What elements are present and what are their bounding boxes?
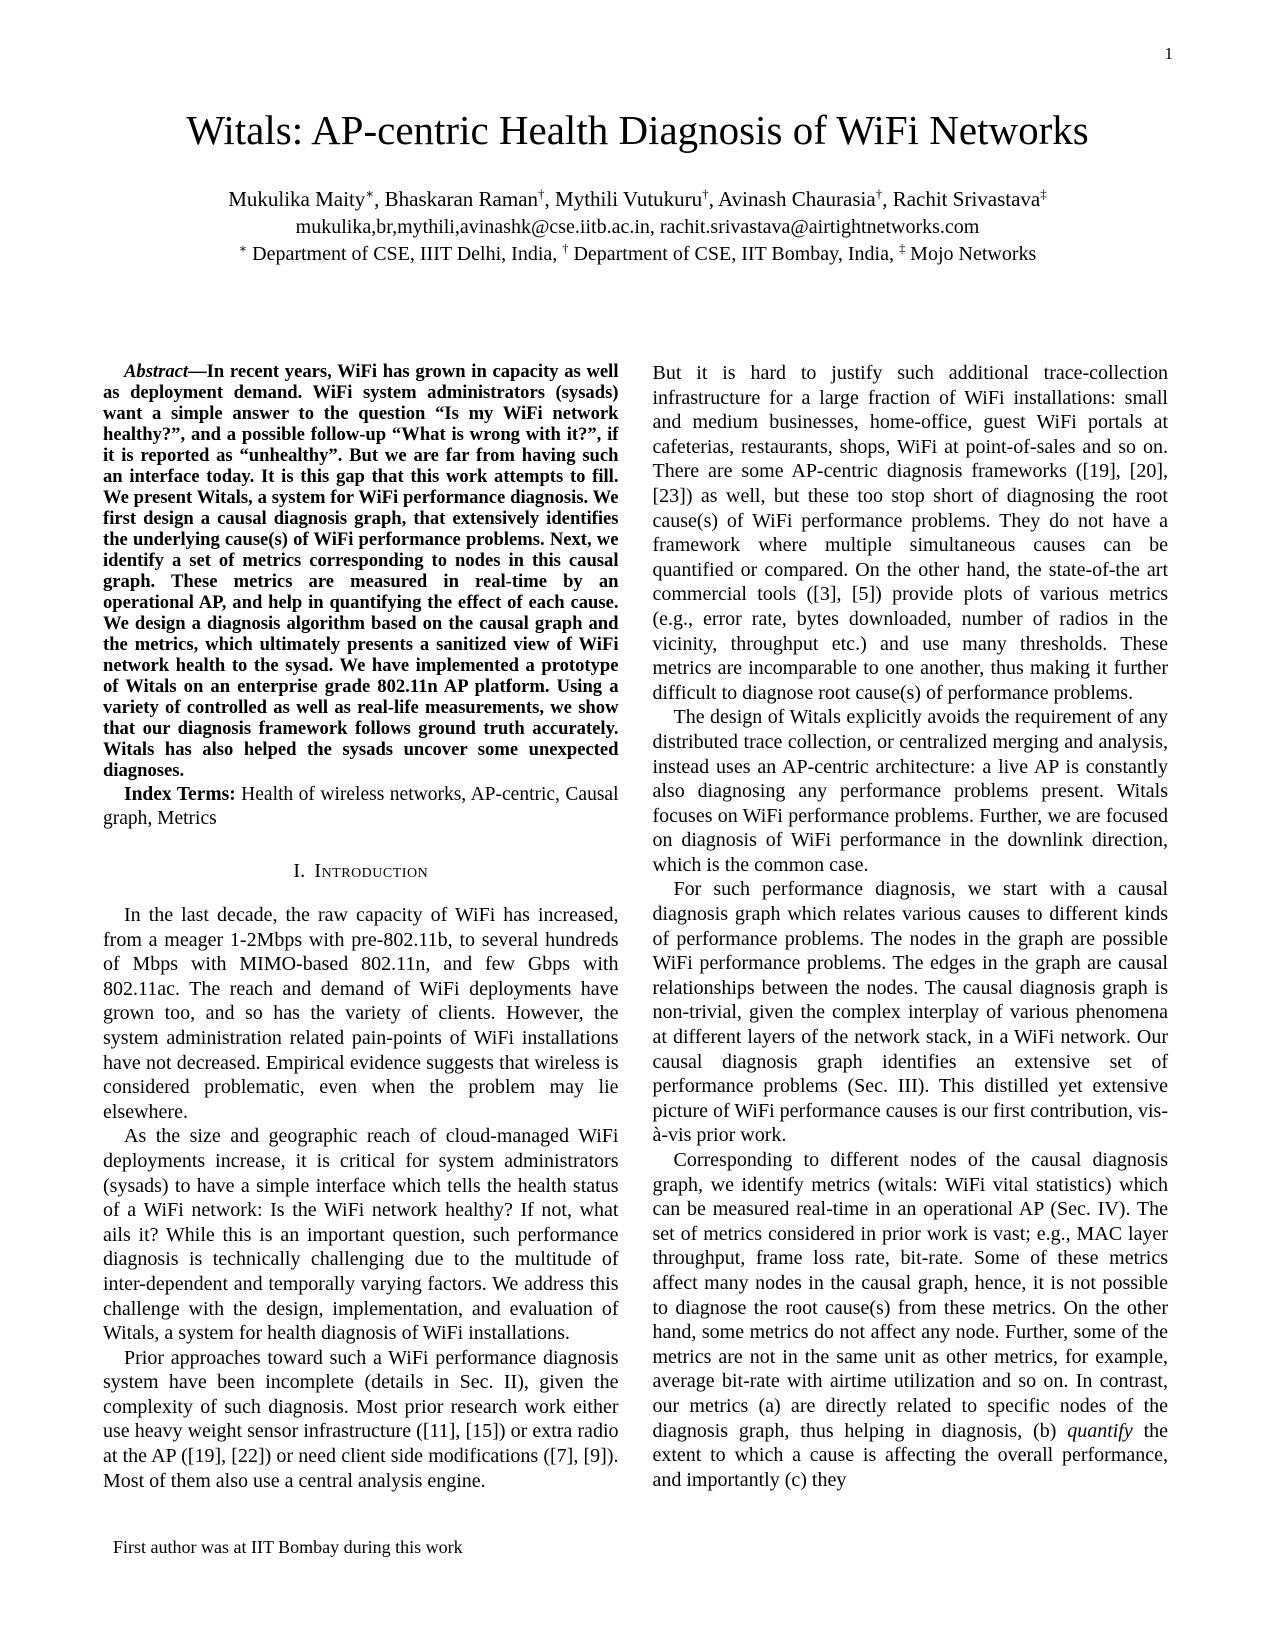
author-name: Mythili Vutukuru bbox=[555, 187, 703, 211]
intro-paragraph-4: But it is hard to justify such additional trace-collection infrastructure for a large fraction of WiFi installations: small and medium businesses, home-office, guest WiFi portals at cafeterias, restaurants, shops, WiFi at point-of-sales and so on. There are some AP-centric diagnosis frameworks ([19], [20], [23]) as well, but these too stop short of diagnosing the root cause(s) of WiFi performance problems. They do not have a framework where multiple simultaneous causes can be quantified or compared. On the other hand, the state-of-the art commercial tools ([3], [5]) provide plots of various metrics (e.g., error rate, bytes downloaded, number of radios in the vicinity, throughput etc.) and use many thresholds. These metrics are incomparable to one another, thus making it further difficult to diagnose root cause(s) of performance problems. bbox=[652, 362, 1168, 704]
paper-header bbox=[0, 0, 1275, 266]
index-terms-text: Health of wireless networks, AP-centric, Causal graph, Metrics bbox=[103, 784, 619, 829]
author-affiliation-mark: † bbox=[538, 186, 545, 201]
affiliations-line bbox=[0, 242, 1275, 266]
author-name: Rachit Srivastava bbox=[892, 187, 1041, 211]
author-affiliation-mark: † bbox=[702, 186, 709, 201]
abstract-paragraph bbox=[103, 361, 619, 781]
affiliation-mark: ‡ bbox=[898, 241, 906, 256]
two-column-body bbox=[103, 361, 1168, 1493]
affiliation-text: Department of CSE, IIIT Delhi, India, bbox=[247, 243, 563, 265]
author-name: Avinash Chaurasia bbox=[718, 187, 876, 211]
index-terms-label: Index Terms: bbox=[124, 784, 236, 805]
section-heading-introduction bbox=[103, 860, 619, 883]
affiliation-mark: † bbox=[562, 241, 569, 256]
author-affiliation-mark: ‡ bbox=[1040, 186, 1047, 201]
author-affiliation-mark: ∗ bbox=[365, 186, 375, 201]
abstract-dash: — bbox=[188, 361, 207, 382]
paragraph-text: the extent to which a cause is affecting the overall performance, and importantly (c) they bbox=[652, 1419, 1168, 1491]
author-affiliation-mark: † bbox=[875, 186, 883, 201]
author-separator: , bbox=[544, 187, 556, 211]
first-page-footnote: First author was at IIT Bombay during this work bbox=[113, 1537, 463, 1557]
intro-paragraph-2: As the size and geographic reach of cloud-managed WiFi deployments increase, it is critical for system administrators (sysads) to have a simple interface which tells the health status of a WiFi network: Is the WiFi network healthy? If not, what ails it? While this is an important question, such performance diagnosis is technically challenging due to the multitude of inter-dependent and temporally varying factors. We address this challenge with the design, implementation, and evaluation of Witals, a system for health diagnosis of WiFi installations. bbox=[103, 1125, 619, 1345]
affiliation-text: Department of CSE, IIT Bombay, India, bbox=[568, 243, 899, 265]
emphasized-word: quantify bbox=[1067, 1419, 1133, 1442]
author-name: Mukulika Maity bbox=[228, 187, 366, 211]
left-column bbox=[103, 361, 619, 1493]
index-terms bbox=[103, 783, 619, 831]
affiliation-text: Mojo Networks bbox=[905, 243, 1037, 265]
section-number: I. bbox=[293, 860, 306, 882]
author-separator: , bbox=[374, 187, 385, 211]
authors-line bbox=[0, 187, 1275, 212]
intro-paragraph-5: The design of Witals explicitly avoids the requirement of any distributed trace collection, or centralized merging and analysis, instead uses an AP-centric architecture: a live AP is constantly also diagnosing any performance problems present. Witals focuses on WiFi performance problems. Further, we are focused on diagnosis of WiFi performance in the downlink direction, which is the common case. bbox=[652, 706, 1168, 876]
affiliation-mark: ∗ bbox=[238, 241, 248, 256]
intro-paragraph-1: In the last decade, the raw capacity of WiFi has increased, from a meager 1-2Mbps with pre-802.11b, to several hundreds of Mbps with MIMO-based 802.11n, and few Gbps with 802.11ac. The reach and demand of WiFi deployments have grown too, and so has the variety of clients. However, the system administration related pain-points of WiFi installations have not decreased. Empirical evidence suggests that wireless is considered problematic, even when the problem may lie elsewhere. bbox=[103, 904, 619, 1123]
author-name: Bhaskaran Raman bbox=[384, 187, 539, 211]
author-separator: , bbox=[882, 187, 893, 211]
page-number: 1 bbox=[1164, 44, 1173, 63]
author-emails: mukulika,br,mythili,avinashk@cse.iitb.ac.in, rachit.srivastava@airtightnetworks.com bbox=[295, 216, 980, 238]
paragraph-text: Corresponding to different nodes of the causal diagnosis graph, we identify metrics (witals: WiFi vital statistics) which can be measured real-time in an operational AP (Sec. IV). The set of metrics considered in prior work is vast; e.g., MAC layer throughput, frame loss rate, bit-rate. Some of these metrics affect many nodes in the causal graph, hence, it is not possible to diagnose the root cause(s) from these metrics. On the other hand, some metrics do not affect any node. Further, some of the metrics are not in the same unit as other metrics, for example, average bit-rate with airtime utilization and so on. In contrast, our metrics (a) are directly related to specific nodes of the diagnosis graph, thus helping in diagnosis, (b) bbox=[652, 1149, 1168, 1442]
intro-paragraph-7 bbox=[653, 1148, 1169, 1492]
intro-paragraph-6: For such performance diagnosis, we start with a causal diagnosis graph which relates various causes to different kinds of performance problems. The nodes in the graph are possible WiFi performance problems. The edges in the graph are causal relationships between the nodes. The causal diagnosis graph is non-trivial, given the complex interplay of various phenomena at different layers of the network stack, in a WiFi network. Our causal diagnosis graph identifies an extensive set of performance problems (Sec. III). This distilled yet extensive picture of WiFi performance causes is our first contribution, vis-à-vis prior work. bbox=[652, 878, 1168, 1147]
intro-paragraph-3: Prior approaches toward such a WiFi performance diagnosis system have been incomplete (details in Sec. II), given the complexity of such diagnosis. Most prior research work either use heavy weight sensor infrastructure ([11], [15]) or extra radio at the AP ([19], [22]) or need client side modifications ([7], [9]). Most of them also use a central analysis engine. bbox=[103, 1346, 619, 1492]
section-title: Introduction bbox=[314, 860, 429, 882]
abstract-label: Abstract bbox=[124, 361, 189, 382]
right-column bbox=[653, 361, 1169, 1493]
paper-title: Witals: AP-centric Health Diagnosis of WiFi Networks bbox=[186, 107, 1089, 153]
abstract-text: In recent years, WiFi has grown in capacity as well as deployment demand. WiFi system administrators (sysads) want a simple answer to the question “Is my WiFi network healthy?”, and a possible follow-up “What is wrong with it?”, if it is reported as “unhealthy”. But we are far from having such an interface today. It is this gap that this work attempts to fill. We present Witals, a system for WiFi performance diagnosis. We first design a causal diagnosis graph, that extensively identifies the underlying cause(s) of WiFi performance problems. Next, we identify a set of metrics corresponding to nodes in this causal graph. These metrics are measured in real-time by an operational AP, and help in quantifying the effect of each cause. We design a diagnosis algorithm based on the causal graph and the metrics, which ultimately presents a sanitized view of WiFi network health to the sysad. We have implemented a prototype of Witals on an enterprise grade 802.11n AP platform. Using a variety of controlled as well as real-life measurements, we show that our diagnosis framework follows ground truth accurately. Witals has also helped the sysads uncover some unexpected diagnoses. bbox=[103, 361, 619, 781]
author-separator: , bbox=[708, 187, 719, 211]
